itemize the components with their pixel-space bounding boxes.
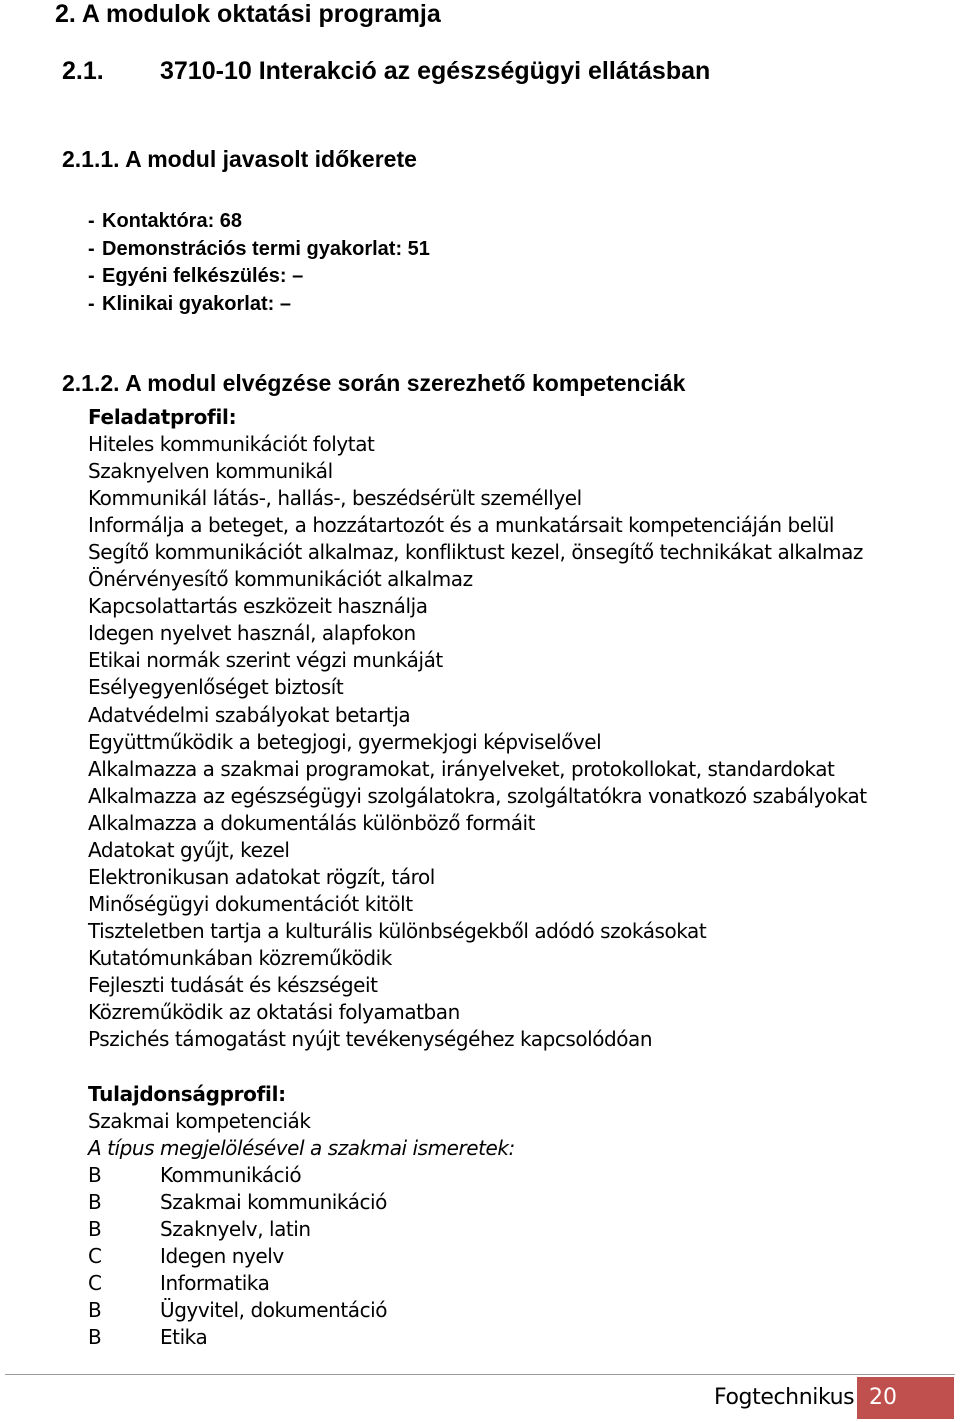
list-item: Kommunikál látás-, hallás-, beszédsérült személlyel	[88, 486, 582, 511]
knowledge-list	[88, 1162, 515, 1351]
knowledge-name: Kommunikáció	[160, 1163, 302, 1188]
knowledge-type: C	[88, 1271, 102, 1296]
list-item: Pszichés támogatást nyújt tevékenységéhez kapcsolódóan	[88, 1027, 653, 1052]
knowledge-name: Ügyvitel, dokumentáció	[160, 1298, 388, 1323]
list-item: Alkalmazza az egészségügyi szolgálatokra, szolgáltatókra vonatkozó szabályokat	[88, 783, 867, 808]
list-item: Segítő kommunikációt alkalmaz, konfliktust kezel, önsegítő technikákat alkalmaz	[88, 540, 863, 565]
list-item: - Demonstrációs termi gyakorlat: 51	[88, 237, 430, 260]
knowledge-type: B	[88, 1190, 102, 1215]
section-heading-2-1	[62, 57, 710, 85]
knowledge-type: B	[88, 1217, 102, 1242]
list-item: Alkalmazza a dokumentálás különböző formáit	[88, 810, 536, 835]
knowledge-type: B	[88, 1163, 102, 1188]
list-item: Etikai normák szerint végzi munkáját	[88, 648, 443, 673]
page-number: 20	[857, 1377, 954, 1419]
list-item: Hiteles kommunikációt folytat	[88, 432, 375, 457]
knowledge-name: Informatika	[160, 1271, 270, 1296]
knowledge-name: Szakmai kommunikáció	[160, 1190, 387, 1215]
time-frame-list	[88, 208, 430, 318]
knowledge-row	[88, 1243, 515, 1270]
knowledge-type: B	[88, 1298, 102, 1323]
list-item: Tiszteletben tartja a kulturális különbségekből adódó szokásokat	[88, 918, 707, 943]
knowledge-name: Idegen nyelv	[160, 1244, 284, 1269]
section-title: 3710-10 Interakció az egészségügyi ellátásban	[160, 57, 711, 85]
knowledge-row	[88, 1216, 515, 1243]
knowledge-row	[88, 1324, 515, 1351]
knowledge-row	[88, 1297, 515, 1324]
list-item: Minőségügyi dokumentációt kitölt	[88, 891, 413, 916]
knowledge-row	[88, 1189, 515, 1216]
task-profile-label: Feladatprofil:	[88, 405, 237, 429]
list-item: - Kontaktóra: 68	[88, 210, 243, 232]
section-number: 2.1.	[62, 57, 104, 85]
list-item: Együttműködik a betegjogi, gyermekjogi képviselővel	[88, 729, 602, 754]
footer-divider	[5, 1374, 955, 1375]
list-item: Esélyegyenlőséget biztosít	[88, 675, 344, 700]
list-item: Informálja a beteget, a hozzátartozót és a munkatársait kompetenciáján belül	[88, 513, 835, 538]
list-item: Kutatómunkában közreműködik	[88, 945, 392, 970]
section-heading-2-1-1: 2.1.1. A modul javasolt időkerete	[62, 146, 417, 172]
list-item: Közreműködik az oktatási folyamatban	[88, 1000, 460, 1025]
footer-label: Fogtechnikus	[714, 1385, 855, 1410]
task-profile-list	[88, 431, 867, 1053]
list-item: Alkalmazza a szakmai programokat, irányelveket, protokollokat, standardokat	[88, 756, 835, 781]
list-item: Fejleszti tudását és készségeit	[88, 972, 378, 997]
task-profile	[88, 404, 867, 1053]
list-item: Idegen nyelvet használ, alapfokon	[88, 621, 416, 646]
knowledge-type: C	[88, 1244, 102, 1269]
list-item: Önérvényesítő kommunikációt alkalmaz	[88, 567, 473, 592]
section-heading-2: 2. A modulok oktatási programja	[55, 0, 441, 28]
property-profile	[88, 1081, 515, 1351]
knowledge-name: Szaknyelv, latin	[160, 1217, 311, 1242]
list-item: - Klinikai gyakorlat: –	[88, 292, 291, 315]
knowledge-row	[88, 1270, 515, 1297]
knowledge-row	[88, 1162, 515, 1189]
list-item: - Egyéni felkészülés: –	[88, 265, 304, 287]
list-item: Adatvédelmi szabályokat betartja	[88, 702, 411, 727]
type-note: A típus megjelölésével a szakmai ismeretek:	[88, 1136, 515, 1161]
knowledge-type: B	[88, 1325, 102, 1350]
list-item: Szaknyelven kommunikál	[88, 459, 333, 484]
list-item: Adatokat gyűjt, kezel	[88, 837, 290, 862]
list-item: Kapcsolattartás eszközeit használja	[88, 594, 428, 619]
section-heading-2-1-2: 2.1.2. A modul elvégzése során szerezhető kompetenciák	[62, 370, 686, 396]
knowledge-name: Etika	[160, 1325, 208, 1350]
property-profile-label: Tulajdonságprofil:	[88, 1082, 286, 1106]
list-item: Elektronikusan adatokat rögzít, tárol	[88, 864, 435, 889]
professional-competencies-label: Szakmai kompetenciák	[88, 1109, 311, 1134]
